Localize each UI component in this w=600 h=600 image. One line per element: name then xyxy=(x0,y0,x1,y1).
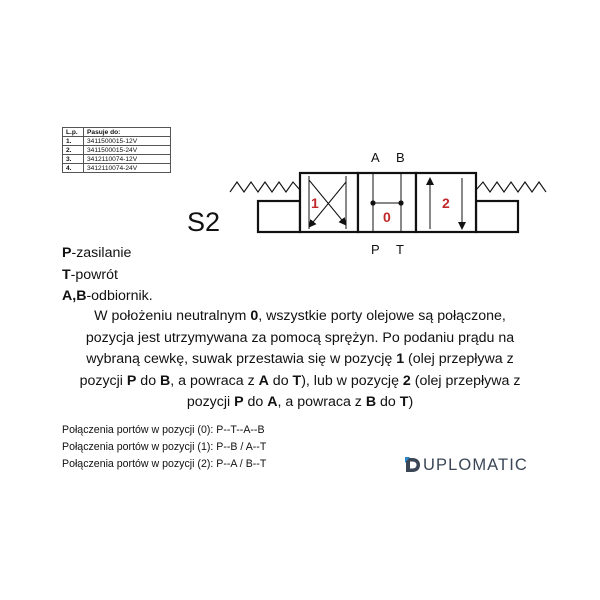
legend-t xyxy=(62,266,118,284)
position-1-box xyxy=(300,173,358,232)
table-cell-lp: 1. xyxy=(63,137,84,146)
table-cell-part: 3411500015-12V xyxy=(84,137,171,146)
brand-name: UPLOMATIC xyxy=(423,455,528,474)
legend-ab-text: -odbiornik. xyxy=(86,288,153,304)
description-line: wybraną cewkę, suwak przestawia się w pozycję 1 (olej przepływa z xyxy=(86,351,514,367)
connection-line-1: Połączenia portów w pozycji (1): P--B / A--T xyxy=(62,441,267,453)
position-label-0: 0 xyxy=(383,209,391,225)
column-header-lp: L.p. xyxy=(63,128,84,137)
description-line: pozycji P do B, a powraca z A do T), lub w pozycję 2 (olej przepływa z xyxy=(79,372,521,389)
legend-t-text: -powrót xyxy=(70,267,118,283)
position-label-2: 2 xyxy=(442,195,450,211)
right-solenoid xyxy=(476,201,518,232)
connection-line-0: Połączenia portów w pozycji (0): P--T--A--B xyxy=(62,424,265,436)
legend-p-key: P xyxy=(62,245,72,261)
symbol-label: S2 xyxy=(187,207,221,237)
table-cell-part: 3411500015-24V xyxy=(84,146,171,155)
legend-t-key: T xyxy=(62,267,71,283)
port-label-b: B xyxy=(396,150,405,165)
table-cell-part: 3412110074-12V xyxy=(84,155,171,164)
description xyxy=(60,306,540,414)
table-cell-lp: 2. xyxy=(63,146,84,155)
left-spring xyxy=(230,182,300,192)
legend-p-text: -zasilanie xyxy=(71,245,132,261)
column-header-fits: Pasuje do: xyxy=(84,128,171,137)
legend-ab-key: A,B xyxy=(62,288,87,304)
table-cell-lp: 3. xyxy=(63,155,84,164)
table-cell-part: 3412110074-24V xyxy=(84,164,171,173)
right-spring xyxy=(476,182,546,192)
duplomatic-d-icon xyxy=(405,457,421,473)
port-label-p: P xyxy=(371,242,380,257)
port-label-a: A xyxy=(371,150,380,165)
description-line: pozycji P do A, a powraca z B do T) xyxy=(186,394,414,410)
position-label-1: 1 xyxy=(311,195,319,211)
legend-p xyxy=(62,244,131,262)
legend-ab xyxy=(62,287,153,305)
connection-line-2: Połączenia portów w pozycji (2): P--A / B--T xyxy=(62,458,267,470)
left-solenoid xyxy=(258,201,300,232)
valve-schematic xyxy=(0,0,600,270)
duplomatic-logo xyxy=(405,454,528,476)
description-line: pozycja jest utrzymywana za pomocą sprężyn. Po podaniu prądu na xyxy=(85,329,515,346)
description-line: W położeniu neutralnym 0, wszystkie porty olejowe są połączone, xyxy=(94,308,506,324)
port-label-t: T xyxy=(396,242,404,257)
table-cell-lp: 4. xyxy=(63,164,84,173)
